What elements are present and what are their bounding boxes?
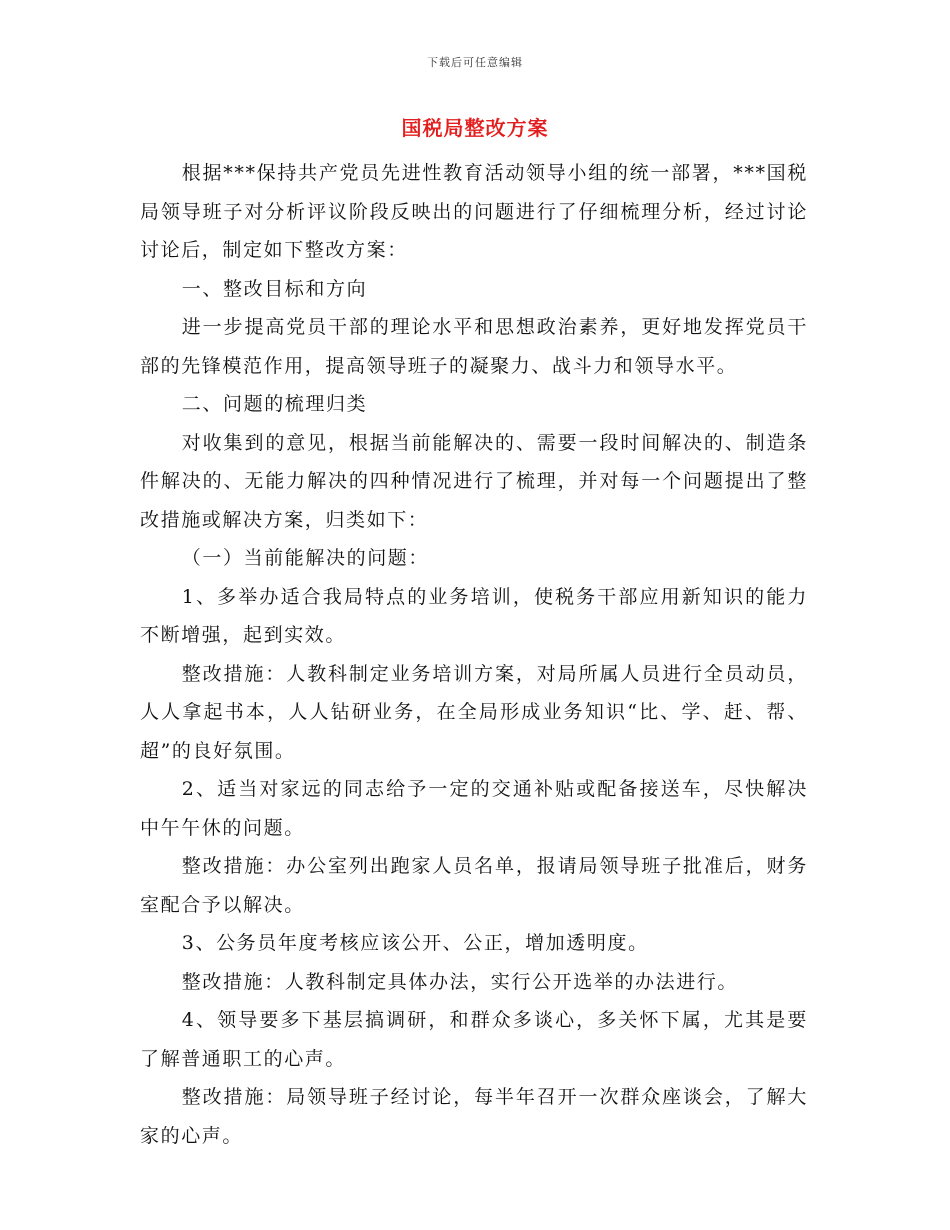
section-heading-goals: 一、整改目标和方向 xyxy=(181,277,368,300)
section-heading-issues: 二、问题的梳理归类 xyxy=(181,393,368,415)
issue-item-3: 3、公务员年度考核应该公开、公正，增加透明度。 xyxy=(181,932,649,954)
subsection-heading-immediate: （一）当前能解决的问题： xyxy=(181,547,429,569)
document-title: 国税局整改方案 xyxy=(401,116,549,140)
issue-item-2: 2、适当对家远的同志给予一定的交通补贴或配备接送车，尽快解决中午午休的问题。 xyxy=(140,778,808,839)
page-header-note: 下载后可任意编辑 xyxy=(427,56,523,69)
paragraph-intro: 根据***保持共产党员先进性教育活动领导小组的统一部署，***国税局领导班子对分析评议阶段反映出的问题进行了仔细梳理分析，经过讨论讨论后，制定如下整改方案： xyxy=(140,162,808,261)
measure-item-3: 整改措施：人教科制定具体办法，实行公开选举的办法进行。 xyxy=(181,970,738,993)
measure-item-4: 整改措施：局领导班子经讨论，每半年召开一次群众座谈会，了解大家的心声。 xyxy=(140,1086,808,1147)
document-body xyxy=(140,154,808,1155)
paragraph-goals: 进一步提高党员干部的理论水平和思想政治素养，更好地发挥党员干部的先锋模范作用，提高领导班子的凝聚力、战斗力和领导水平。 xyxy=(140,316,808,377)
measure-item-1: 整改措施：人教科制定业务培训方案，对局所属人员进行全员动员，人人拿起书本，人人钻研业务，在全局形成业务知识“比、学、赶、帮、超”的良好氛围。 xyxy=(140,662,808,762)
issue-item-1: 1、多举办适合我局特点的业务培训，使税务干部应用新知识的能力不断增强，起到实效。 xyxy=(140,585,808,646)
issue-item-4: 4、领导要多下基层搞调研，和群众多谈心，多关怀下属，尤其是要了解普通职工的心声。 xyxy=(140,1009,808,1070)
measure-item-2: 整改措施：办公室列出跑家人员名单，报请局领导班子批准后，财务室配合予以解决。 xyxy=(140,855,808,916)
paragraph-issues-overview: 对收集到的意见，根据当前能解决的、需要一段时间解决的、制造条件解决的、无能力解决的四种情况进行了梳理，并对每一个问题提出了整改措施或解决方案，归类如下： xyxy=(140,431,808,531)
